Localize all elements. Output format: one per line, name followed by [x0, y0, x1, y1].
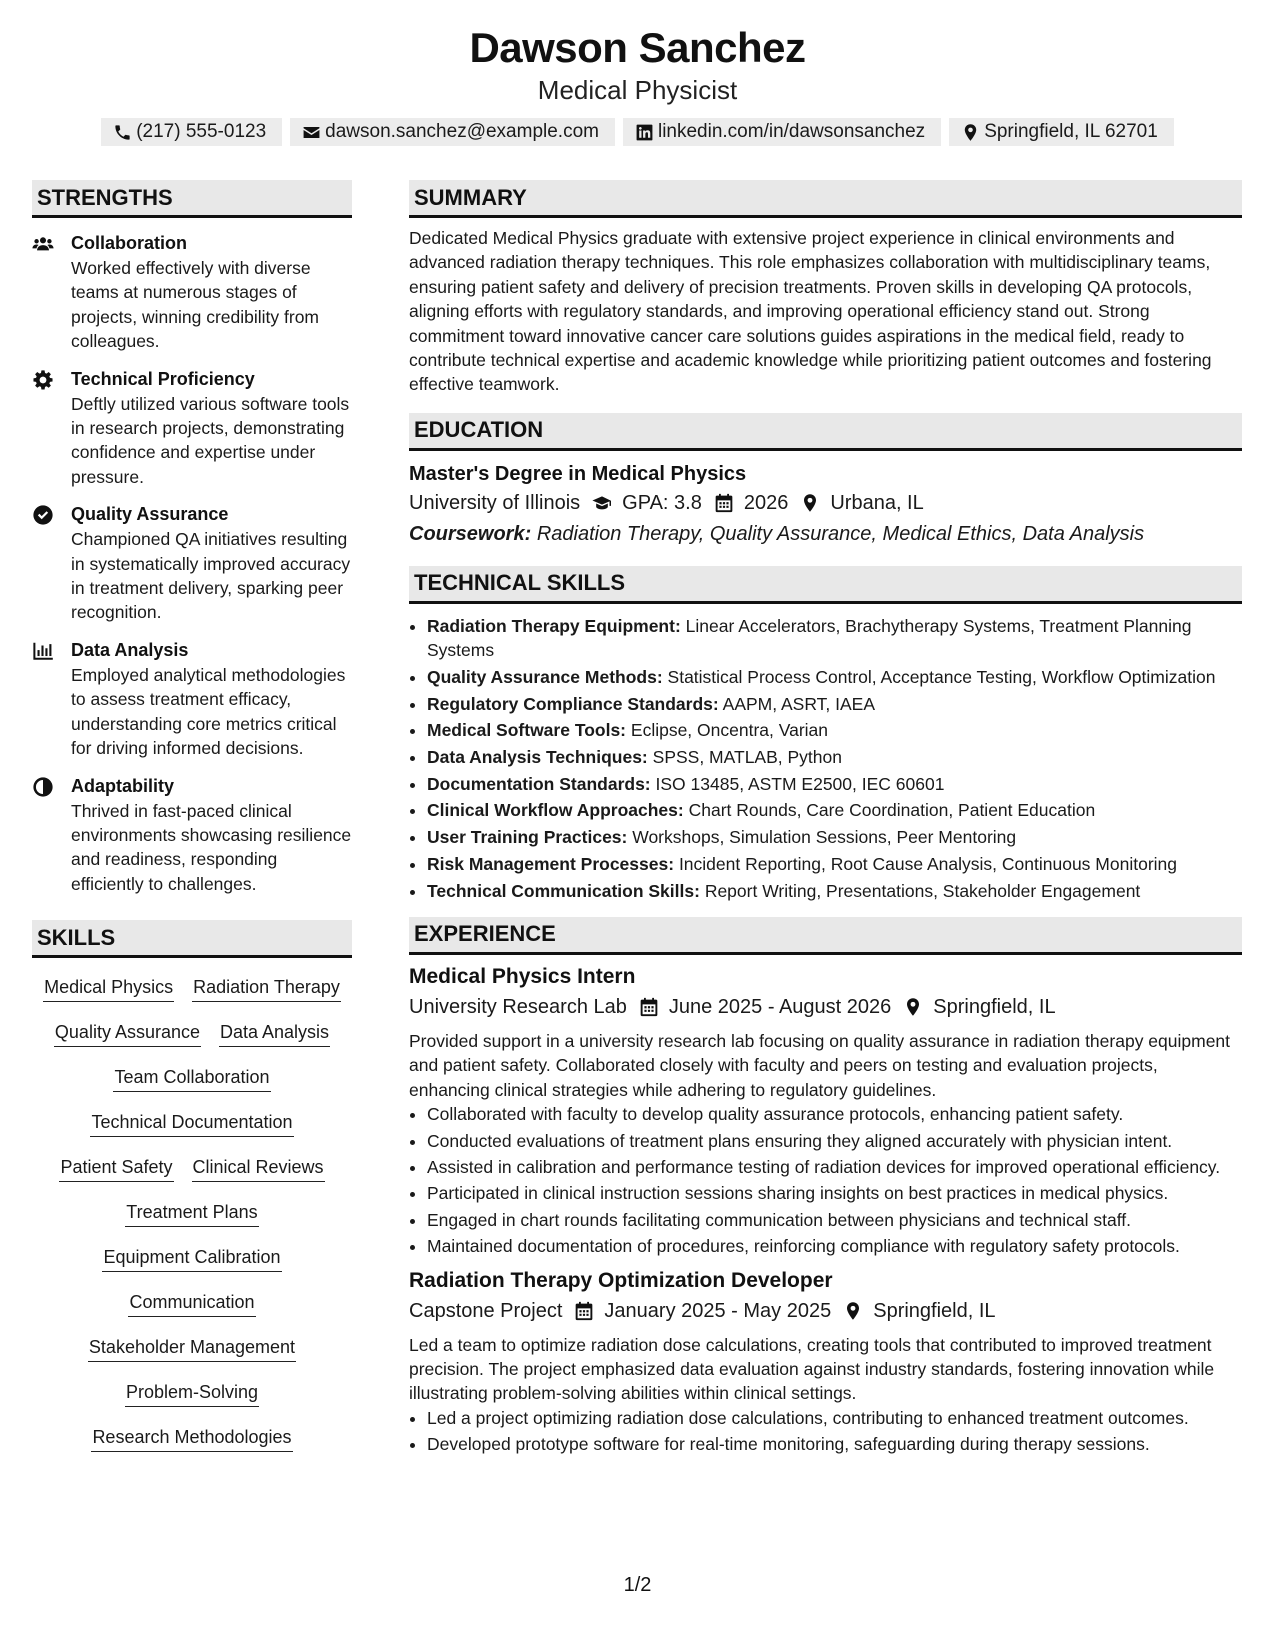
skills-row	[32, 1109, 352, 1154]
contact-email[interactable]	[290, 118, 615, 146]
page-number: 1/2	[623, 1574, 652, 1596]
job-meta	[409, 991, 1242, 1023]
check-circle-icon	[32, 504, 54, 526]
half-circle-icon	[32, 776, 54, 798]
summary-text: Dedicated Medical Physics graduate with extensive project experience in clinical environments and advanced radiation therapy techniques. This role emphasizes collaboration with multidisciplinary teams, ensuring patient safety and delivery of precision treatments. Proven skills in developing QA protocols, aligning efforts with regulatory standards, and improving operational efficiency stand out. Strong commitment toward innovative cancer care solutions guides aspirations in the medical field, ready to contribute technical expertise and academic knowledge while prioritizing patient outcomes and fostering effective teamwork.	[409, 228, 1212, 395]
technical-skill-item	[427, 614, 1242, 663]
skill-tag: Team Collaboration	[113, 1064, 270, 1092]
job-bullet: • Led a project optimizing radiation dose calculations, contributing to enhanced treatment outcomes.	[427, 1406, 1242, 1430]
skill-tag: Equipment Calibration	[102, 1244, 281, 1272]
technical-skills-heading: TECHNICAL SKILLS	[409, 566, 1242, 604]
skill-tag: Technical Documentation	[90, 1109, 293, 1137]
calendar-icon	[714, 493, 734, 513]
technical-skill-label: Risk Management Processes:	[427, 853, 675, 874]
location-pin-icon	[961, 123, 980, 142]
job-title: Radiation Therapy Optimization Developer	[409, 1268, 833, 1292]
job-bullet: • Engaged in chart rounds facilitating communication between physicians and technical staff.	[427, 1208, 1242, 1232]
technical-skill-value: ISO 13485, ASTM E2500, IEC 60601	[655, 773, 945, 794]
job-bullets	[409, 1406, 1242, 1457]
coursework-label: Coursework:	[409, 522, 532, 545]
technical-skill-label: Quality Assurance Methods:	[427, 666, 663, 687]
job-bullet: • Collaborated with faculty to develop quality assurance protocols, enhancing patient safety.	[427, 1102, 1242, 1126]
job-bullet: • Maintained documentation of procedures, reinforcing compliance with regulatory safety protocols.	[427, 1234, 1242, 1258]
job-entry	[409, 1267, 1242, 1457]
skill-tag: Data Analysis	[219, 1019, 330, 1047]
location-pin-icon	[843, 1301, 863, 1321]
technical-skill-item	[427, 852, 1242, 876]
technical-skill-label: Clinical Workflow Approaches:	[427, 800, 684, 821]
phone-icon	[113, 123, 132, 142]
technical-skill-item	[427, 665, 1242, 689]
job-organization: Capstone Project	[409, 1299, 563, 1322]
technical-skill-value: Eclipse, Oncentra, Varian	[630, 720, 829, 741]
job-entry	[409, 963, 1242, 1259]
job-bullet: • Assisted in calibration and performance testing of radiation devices for improved operational efficiency.	[427, 1155, 1242, 1179]
technical-skill-value: Statistical Process Control, Acceptance Testing, Workflow Optimization	[667, 666, 1216, 687]
job-meta	[409, 1295, 1242, 1327]
technical-skill-item	[427, 798, 1242, 822]
skills-row	[32, 1379, 352, 1424]
skills-row	[32, 1154, 352, 1199]
strength-description: Deftly utilized various software tools in research projects, demonstrating confidence and expertise under pressure.	[71, 393, 350, 487]
technical-skill-value: Workshops, Simulation Sessions, Peer Mentoring	[632, 827, 1017, 848]
skill-tag: Communication	[128, 1289, 255, 1317]
email-text: dawson.sanchez@example.com	[325, 121, 599, 142]
bar-chart-icon	[32, 640, 54, 662]
technical-skill-value: SPSS, MATLAB, Python	[652, 747, 842, 768]
job-location: Springfield, IL	[873, 1299, 996, 1322]
job-title: Medical Physics Intern	[409, 964, 636, 988]
skills-row	[32, 1244, 352, 1289]
skills-list	[32, 974, 352, 1469]
mail-icon	[302, 123, 321, 142]
strength-title: Adaptability	[71, 775, 175, 796]
technical-skill-label: Medical Software Tools:	[427, 720, 627, 741]
contact-location	[949, 118, 1174, 146]
job-dates: January 2025 - May 2025	[604, 1299, 832, 1322]
job-bullet: • Developed prototype software for real-time monitoring, safeguarding during therapy sessions.	[427, 1432, 1242, 1456]
linkedin-icon	[635, 123, 654, 142]
skill-tag: Stakeholder Management	[88, 1334, 296, 1362]
calendar-icon	[574, 1301, 594, 1321]
location-text: Springfield, IL 62701	[984, 121, 1158, 142]
summary-heading: SUMMARY	[409, 180, 1242, 218]
strength-description: Thrived in fast-paced clinical environments showcasing resilience and readiness, responding efficiently to challenges.	[71, 800, 352, 894]
strength-title: Data Analysis	[71, 639, 189, 660]
skills-row	[32, 1199, 352, 1244]
technical-skill-value: Chart Rounds, Care Coordination, Patient Education	[688, 800, 1096, 821]
skill-tag: Patient Safety	[59, 1154, 173, 1182]
calendar-icon	[639, 997, 659, 1017]
technical-skills-list	[409, 614, 1242, 903]
contact-phone[interactable]	[101, 118, 282, 146]
coursework-list: Radiation Therapy, Quality Assurance, Medical Ethics, Data Analysis	[536, 522, 1145, 545]
location-pin-icon	[800, 493, 820, 513]
coursework-line	[409, 519, 1242, 549]
strength-description: Employed analytical methodologies to assess treatment efficacy, understanding core metrics critical for driving informed decisions.	[71, 664, 346, 759]
technical-skill-item	[427, 825, 1242, 849]
contact-linkedin[interactable]	[623, 118, 941, 146]
skills-row	[32, 1334, 352, 1379]
gpa-text: GPA: 3.8	[622, 491, 702, 514]
education-location: Urbana, IL	[830, 491, 924, 514]
job-bullet: • Conducted evaluations of treatment plans ensuring they aligned accurately with physician intent.	[427, 1129, 1242, 1153]
technical-skill-item	[427, 692, 1242, 716]
strength-title: Collaboration	[71, 233, 187, 253]
phone-text: (217) 555-0123	[136, 121, 267, 142]
job-bullet: • Participated in clinical instruction sessions sharing insights on best practices in medical physics.	[427, 1181, 1242, 1205]
degree-title: Master's Degree in Medical Physics	[409, 462, 747, 485]
technical-skill-item	[427, 772, 1242, 796]
technical-skill-label: Radiation Therapy Equipment:	[427, 615, 681, 636]
strength-item	[32, 775, 352, 897]
users-icon	[32, 233, 54, 255]
graduation-cap-icon	[592, 493, 612, 513]
technical-skill-label: Data Analysis Techniques:	[427, 747, 648, 768]
left-column	[32, 180, 352, 1469]
skill-tag: Radiation Therapy	[192, 974, 341, 1002]
skills-row	[32, 1289, 352, 1334]
technical-skill-label: Documentation Standards:	[427, 773, 651, 794]
skill-tag: Medical Physics	[43, 974, 174, 1002]
skill-tag: Treatment Plans	[125, 1199, 258, 1227]
graduation-year: 2026	[743, 491, 789, 514]
technical-skill-value: Linear Accelerators, Brachytherapy Systems, Treatment Planning Systems	[427, 615, 1192, 661]
strength-description: Worked effectively with diverse teams at numerous stages of projects, winning credibility from colleagues.	[71, 258, 320, 352]
education-meta	[409, 487, 1242, 519]
technical-skill-item	[427, 745, 1242, 769]
resume-header	[0, 22, 1275, 146]
strength-item	[32, 368, 352, 490]
strength-item	[32, 232, 352, 354]
skill-tag: Quality Assurance	[54, 1019, 201, 1047]
skills-row	[32, 1064, 352, 1109]
technical-skill-value: Report Writing, Presentations, Stakeholder Engagement	[704, 880, 1141, 901]
job-location: Springfield, IL	[933, 995, 1056, 1018]
skills-row	[32, 1019, 352, 1064]
job-dates: June 2025 - August 2026	[668, 995, 892, 1018]
job-description: Provided support in a university research lab focusing on quality assurance in radiation therapy equipment and patient safety. Collaborated closely with faculty and peers on testing and evaluation projects, enhancing clinical strategies while adhering to regulatory guidelines.	[409, 1030, 1231, 1100]
skills-heading: SKILLS	[32, 920, 352, 958]
job-description: Led a team to optimize radiation dose calculations, creating tools that contributed to improved treatment precision. The project emphasized data evaluation against industry standards, fostering innovation while illustrating problem-solving abilities within clinical settings.	[409, 1334, 1215, 1404]
right-column	[409, 180, 1242, 1459]
location-pin-icon	[903, 997, 923, 1017]
skill-tag: Problem-Solving	[125, 1379, 259, 1407]
skill-tag: Clinical Reviews	[192, 1154, 325, 1182]
gear-icon	[32, 369, 54, 391]
technical-skill-item	[427, 879, 1242, 903]
skills-row	[32, 974, 352, 1019]
strength-item	[32, 503, 352, 625]
strength-title: Technical Proficiency	[71, 368, 255, 389]
strength-title: Quality Assurance	[71, 504, 229, 525]
technical-skill-value: AAPM, ASRT, IAEA	[722, 693, 876, 714]
technical-skill-value: Incident Reporting, Root Cause Analysis, Continuous Monitoring	[678, 853, 1177, 874]
candidate-name: Dawson Sanchez	[469, 24, 806, 71]
technical-skill-item	[427, 718, 1242, 742]
strengths-heading: STRENGTHS	[32, 180, 352, 218]
technical-skill-label: User Training Practices:	[427, 827, 628, 848]
technical-skill-label: Regulatory Compliance Standards:	[427, 693, 719, 714]
strength-description: Championed QA initiatives resulting in systematically improved accuracy in treatment delivery, sparking peer recognition.	[71, 529, 351, 623]
linkedin-text: linkedin.com/in/dawsonsanchez	[657, 121, 926, 142]
experience-heading: EXPERIENCE	[409, 917, 1242, 955]
school-name: University of Illinois	[409, 491, 581, 514]
skill-tag: Research Methodologies	[91, 1424, 292, 1452]
job-bullets	[409, 1102, 1242, 1258]
education-heading: EDUCATION	[409, 413, 1242, 451]
contact-bar	[0, 118, 1275, 146]
skills-row	[32, 1424, 352, 1469]
technical-skill-label: Technical Communication Skills:	[427, 880, 700, 901]
job-organization: University Research Lab	[409, 995, 627, 1018]
candidate-title: Medical Physicist	[537, 75, 738, 105]
strength-item	[32, 639, 352, 761]
